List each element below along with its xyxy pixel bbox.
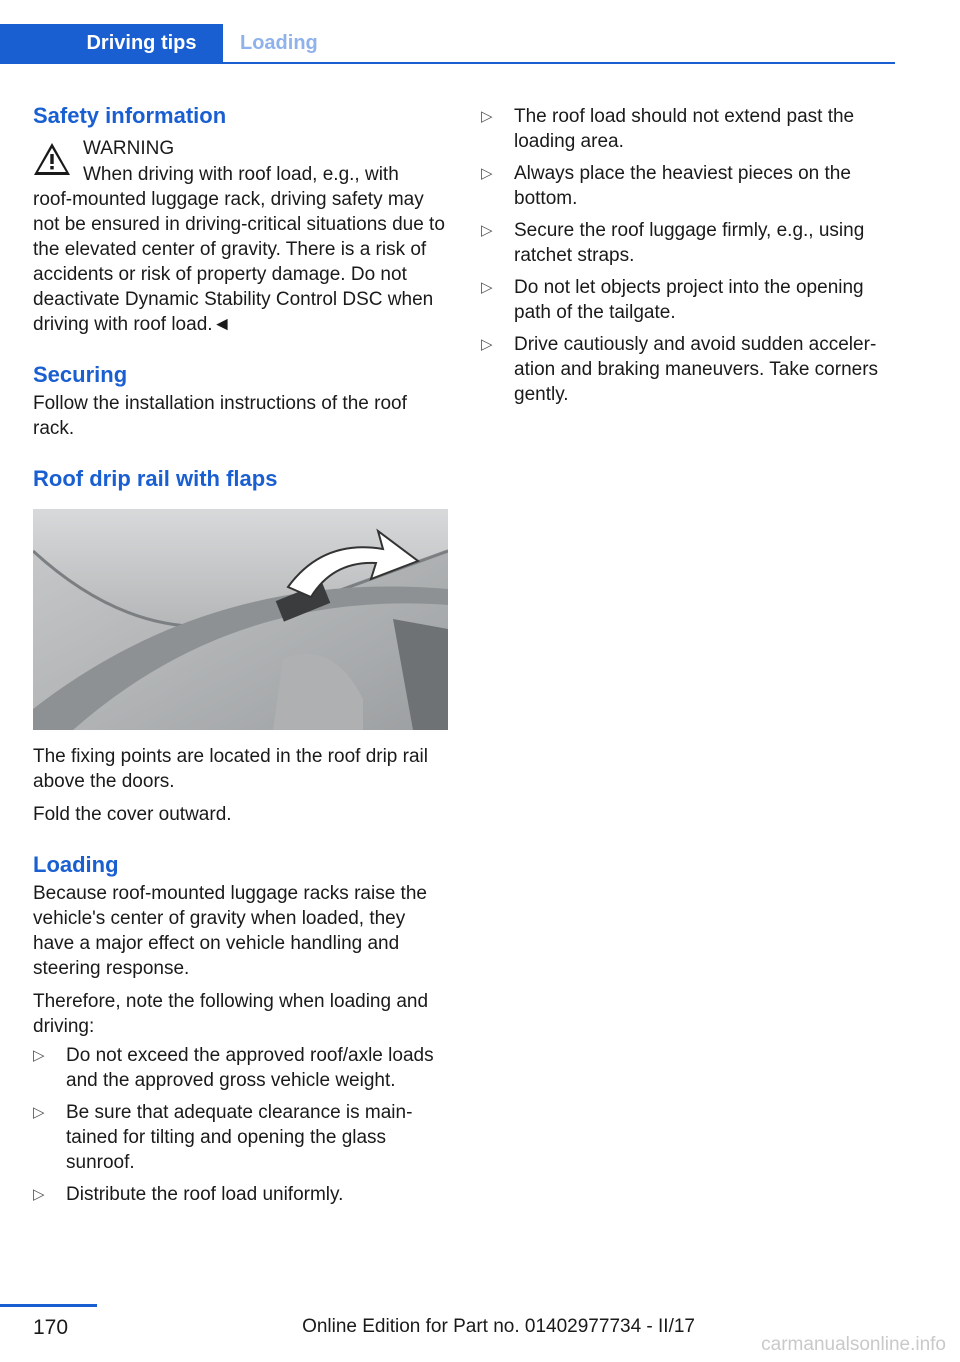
loading-text: Because roof-mounted luggage racks raise the vehicle's center of gravity when loaded, they have a major effect on vehicle handling and steering response.	[33, 883, 427, 979]
securing-heading: Securing	[33, 362, 128, 387]
loading-note-text: Therefore, note the following when loading and driving:	[33, 991, 429, 1037]
warning-triangle-icon	[33, 142, 71, 176]
left-column	[33, 100, 449, 1214]
edition-text: Online Edition for Part no. 01402977734 - II/17	[302, 1316, 695, 1337]
warning-block	[33, 136, 449, 337]
warning-text: roof-mounted luggage rack, driving safety may not be ensured in driving-critical situations due to the elevated center of gravity. There is a risk of accidents or risk of property damage. Do not deactivate Dynamic Stability Control DSC when driving with roof load.◄	[33, 189, 445, 335]
triangle-bullet-icon: ▷	[481, 279, 493, 296]
right-column	[481, 104, 899, 414]
triangle-bullet-icon: ▷	[481, 165, 493, 182]
loading-heading: Loading	[33, 852, 119, 877]
triangle-bullet-icon: ▷	[481, 108, 493, 125]
triangle-bullet-icon: ▷	[481, 222, 493, 239]
triangle-bullet-icon: ▷	[33, 1104, 45, 1121]
warning-text-first-line: When driving with roof load, e.g., with	[83, 164, 399, 185]
triangle-bullet-icon: ▷	[481, 336, 493, 353]
list-item: ▷ Do not exceed the approved roof/axle loads and the approved gross vehicle weight.	[33, 1045, 434, 1091]
roof-drip-rail-illustration	[33, 509, 448, 730]
list-item: ▷ Distribute the roof load uniformly.	[33, 1184, 344, 1205]
list-item: ▷ Secure the roof luggage firmly, e.g., using ratchet straps.	[481, 220, 865, 266]
tab-loading[interactable]: Loading	[240, 32, 318, 54]
list-item: ▷ The roof load should not extend past the loading area.	[481, 106, 855, 152]
warning-title: WARNING	[83, 138, 175, 159]
right-bullet-list	[481, 104, 899, 407]
list-item: ▷ Do not let objects project into the opening path of the tailgate.	[481, 277, 864, 323]
triangle-bullet-icon: ▷	[33, 1186, 45, 1203]
fold-cover-text: Fold the cover outward.	[33, 804, 232, 825]
fixing-points-text: The fixing points are located in the roof drip rail above the doors.	[33, 746, 428, 792]
page-number: 170	[33, 1316, 69, 1339]
watermark: carmanualsonline.info	[761, 1334, 946, 1355]
footer-accent-line	[0, 1304, 97, 1307]
list-item: ▷ Drive cautiously and avoid sudden acceleration and braking maneuvers. Take corners gently.	[481, 334, 879, 405]
list-item: ▷ Always place the heaviest pieces on the bottom.	[481, 163, 851, 209]
triangle-bullet-icon: ▷	[33, 1047, 45, 1064]
left-bullet-list	[33, 1043, 449, 1207]
tab-driving-tips[interactable]: Driving tips	[0, 24, 223, 62]
securing-text: Follow the installation instructions of the roof rack.	[33, 393, 407, 439]
list-item: ▷ Be sure that adequate clearance is maintained for tilting and opening the glass sunroof.	[33, 1102, 413, 1173]
roof-drip-rail-heading: Roof drip rail with flaps	[33, 466, 278, 491]
safety-information-heading: Safety information	[33, 103, 227, 128]
header-tab-bar	[0, 24, 895, 64]
